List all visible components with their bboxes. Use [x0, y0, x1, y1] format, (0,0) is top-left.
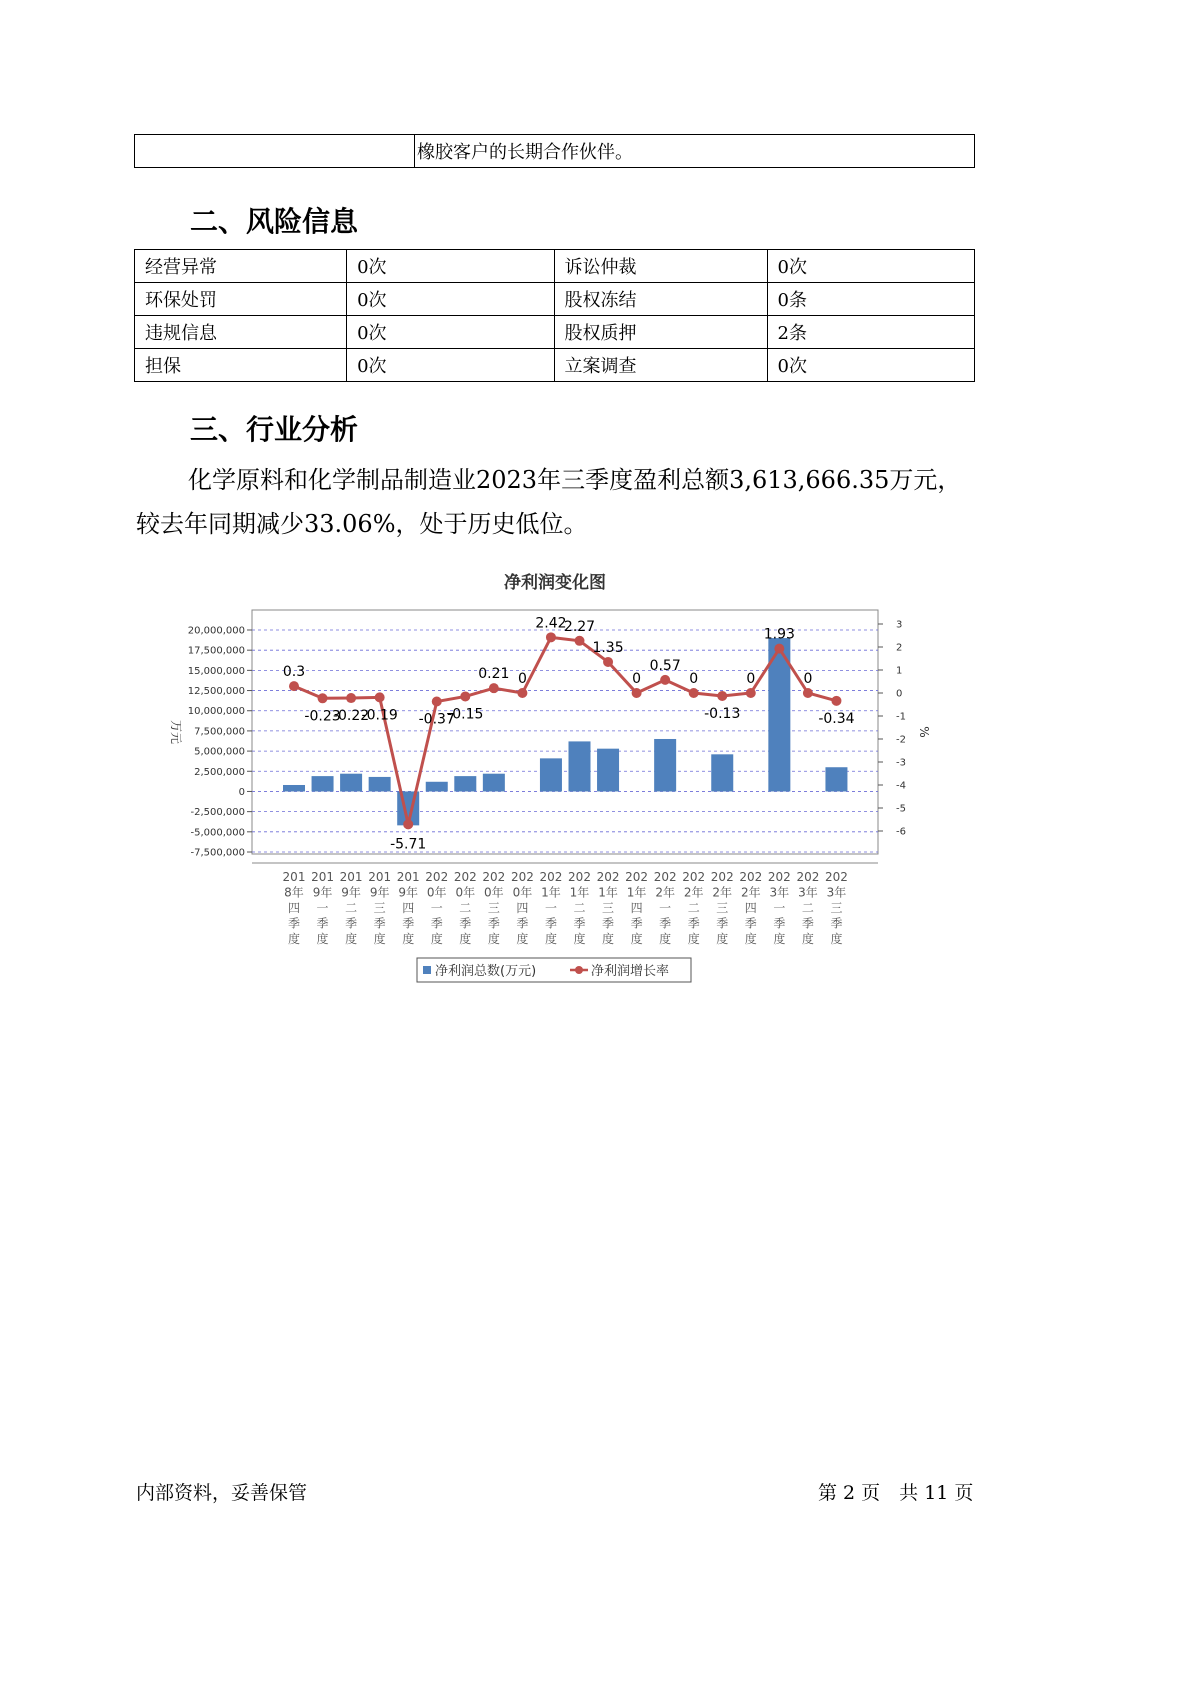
growth-data-label: 0	[746, 671, 756, 687]
bar	[454, 776, 476, 791]
risk-value-cell: 0次	[347, 283, 554, 316]
x-tick-label: 2年	[683, 885, 704, 900]
growth-point	[517, 688, 527, 698]
bar	[711, 754, 733, 791]
growth-data-label: -0.15	[447, 706, 484, 723]
x-tick-label: 季	[459, 916, 472, 931]
x-tick-label: 度	[773, 932, 786, 946]
top-table-left-cell	[135, 135, 415, 168]
growth-point	[489, 683, 499, 693]
x-tick-label: 季	[687, 916, 700, 931]
growth-point	[546, 632, 556, 642]
growth-point	[460, 691, 470, 701]
legend-line-marker	[575, 966, 583, 974]
risk-value-cell: 0条	[767, 283, 974, 316]
legend-bar-swatch	[423, 966, 431, 974]
x-tick-label: 二	[801, 901, 814, 915]
x-tick-label: 2年	[712, 885, 733, 900]
x-tick-label: 1年	[626, 885, 647, 900]
x-tick-label: 202	[539, 870, 563, 884]
bar	[483, 774, 505, 792]
growth-point	[660, 675, 670, 685]
y2-tick-label: 2	[896, 642, 903, 654]
bar	[569, 741, 591, 791]
risk-label-cell: 股权冻结	[554, 283, 767, 316]
growth-data-label: -0.34	[818, 710, 855, 727]
risk-label-cell: 经营异常	[135, 250, 347, 283]
section3-title: 三、行业分析	[190, 413, 359, 446]
x-tick-label: 0年	[512, 885, 533, 900]
x-tick-label: 202	[510, 870, 534, 884]
growth-point	[375, 692, 385, 702]
growth-point	[289, 681, 299, 691]
x-tick-label: 度	[487, 932, 500, 946]
x-tick-label: 3年	[826, 885, 847, 900]
x-tick-label: 三	[373, 901, 386, 915]
bar	[540, 758, 562, 791]
x-tick-label: 季	[716, 916, 729, 931]
y2-tick-label: -6	[896, 826, 906, 838]
x-tick-label: 3年	[769, 885, 790, 900]
y-axis-label: 万元	[169, 719, 183, 745]
x-tick-label: 9年	[341, 885, 361, 900]
growth-point	[403, 819, 413, 829]
x-tick-label: 季	[573, 916, 586, 931]
x-tick-label: 202	[453, 870, 477, 884]
bar	[825, 767, 847, 791]
growth-data-label: -5.71	[390, 836, 427, 853]
bar	[340, 774, 362, 792]
x-tick-label: 一	[316, 901, 329, 915]
growth-data-label: 1.35	[592, 639, 624, 656]
x-tick-label: 3年	[798, 885, 818, 900]
x-tick-label: 201	[311, 870, 335, 884]
growth-data-label: -0.19	[361, 707, 398, 724]
growth-data-label: 0.57	[649, 657, 681, 674]
x-tick-label: 三	[487, 901, 500, 915]
risk-value-cell: 0次	[767, 349, 974, 382]
growth-point	[689, 688, 699, 698]
x-tick-label: 季	[830, 916, 843, 931]
top-table-right-cell: 橡胶客户的长期合作伙伴。	[415, 135, 975, 168]
growth-data-label: -0.37	[418, 711, 455, 728]
risk-value-cell: 0次	[347, 349, 554, 382]
x-tick-label: 季	[630, 916, 643, 931]
x-tick-label: 度	[345, 932, 358, 946]
x-tick-label: 度	[459, 932, 472, 946]
x-tick-label: 0年	[426, 885, 447, 900]
y-tick-label: 15,000,000	[187, 665, 245, 677]
x-tick-label: 季	[345, 916, 358, 931]
x-tick-label: 三	[716, 901, 729, 915]
x-tick-label: 202	[710, 870, 734, 884]
x-tick-label: 季	[373, 916, 386, 931]
x-tick-label: 季	[602, 916, 615, 931]
x-tick-label: 一	[659, 901, 672, 915]
x-tick-label: 四	[744, 901, 757, 915]
risk-value-cell: 2条	[767, 316, 974, 349]
x-tick-label: 季	[487, 916, 500, 931]
analysis-paragraph	[136, 458, 996, 546]
x-tick-label: 201	[368, 870, 392, 884]
y-tick-label: 2,500,000	[194, 766, 245, 778]
y-tick-label: -5,000,000	[190, 827, 245, 839]
x-tick-label: 度	[316, 932, 329, 946]
growth-point	[774, 644, 784, 654]
y-tick-label: 7,500,000	[194, 726, 245, 738]
y2-tick-label: 3	[896, 619, 903, 631]
growth-point	[831, 696, 841, 706]
x-tick-label: 201	[339, 870, 363, 884]
x-tick-label: 度	[373, 932, 386, 946]
bar	[597, 749, 619, 792]
risk-label-cell: 股权质押	[554, 316, 767, 349]
top-table	[134, 134, 975, 168]
x-tick-label: 度	[830, 932, 843, 946]
x-tick-label: 202	[682, 870, 706, 884]
growth-point	[603, 657, 613, 667]
x-tick-label: 度	[801, 932, 814, 946]
x-tick-label: 度	[402, 932, 415, 946]
y2-tick-label: -3	[896, 757, 906, 769]
x-tick-label: 度	[630, 932, 643, 946]
x-tick-label: 度	[544, 932, 557, 946]
growth-point	[432, 697, 442, 707]
risk-label-cell: 立案调查	[554, 349, 767, 382]
growth-point	[318, 693, 328, 703]
x-tick-label: 度	[287, 932, 301, 946]
growth-point	[575, 636, 585, 646]
bar	[283, 785, 305, 791]
x-tick-label: 0年	[484, 885, 504, 900]
x-tick-label: 度	[687, 932, 700, 946]
x-tick-label: 度	[744, 932, 757, 946]
growth-data-label: 0	[632, 671, 642, 687]
x-tick-label: 度	[573, 932, 586, 946]
risk-label-cell: 诉讼仲裁	[554, 250, 767, 283]
x-tick-label: 二	[345, 901, 358, 915]
x-tick-label: 9年	[312, 885, 333, 900]
x-tick-label: 四	[402, 901, 415, 915]
risk-label-cell: 违规信息	[135, 316, 347, 349]
growth-point	[746, 688, 756, 698]
risk-row	[135, 250, 975, 283]
growth-data-label: 0	[689, 671, 699, 687]
footer-left: 内部资料，妥善保管	[136, 1482, 308, 1504]
x-tick-label: 四	[287, 901, 301, 915]
y2-tick-label: 0	[896, 688, 903, 700]
x-tick-label: 三	[602, 901, 615, 915]
growth-data-label: 2.42	[535, 615, 567, 632]
x-tick-label: 201	[396, 870, 420, 884]
x-tick-label: 季	[402, 916, 415, 931]
growth-data-label: 0.3	[282, 664, 306, 681]
y-tick-label: -7,500,000	[190, 847, 245, 859]
growth-point	[346, 693, 356, 703]
risk-label-cell: 担保	[135, 349, 347, 382]
y-tick-label: 12,500,000	[187, 686, 245, 698]
x-tick-label: 度	[516, 932, 529, 946]
x-tick-label: 202	[482, 870, 506, 884]
x-tick-label: 1年	[569, 885, 590, 900]
growth-point	[803, 688, 813, 698]
x-tick-label: 202	[568, 870, 591, 884]
net-profit-chart	[0, 560, 1191, 990]
x-tick-label: 度	[602, 932, 615, 946]
bar	[312, 776, 334, 791]
bar	[654, 739, 676, 791]
x-tick-label: 二	[687, 901, 700, 915]
risk-row	[135, 349, 975, 382]
y-tick-label: 5,000,000	[194, 746, 245, 758]
growth-data-label: 2.27	[563, 618, 596, 635]
x-tick-label: 202	[824, 870, 848, 884]
x-tick-label: 201	[282, 870, 306, 884]
x-tick-label: 季	[516, 916, 529, 931]
chart-title: 净利润变化图	[504, 573, 606, 593]
x-tick-label: 季	[544, 916, 557, 931]
x-tick-label: 季	[430, 916, 443, 931]
x-tick-label: 四	[516, 901, 529, 915]
x-tick-label: 一	[430, 901, 443, 915]
footer-right: 第 2 页 共 11 页	[818, 1482, 974, 1504]
y2-tick-label: -1	[896, 711, 906, 723]
growth-data-label: 0.21	[478, 666, 510, 683]
paragraph-line-1: 化学原料和化学制品制造业2023年三季度盈利总额3,613,666.35万元，	[188, 466, 962, 494]
x-tick-label: 1年	[598, 885, 618, 900]
x-tick-label: 度	[659, 932, 672, 946]
y-tick-label: 10,000,000	[187, 706, 245, 718]
risk-table	[134, 249, 975, 382]
risk-value-cell: 0次	[347, 250, 554, 283]
legend-line-label: 净利润增长率	[591, 964, 670, 979]
growth-data-label: 0	[517, 671, 527, 687]
growth-data-label: -0.13	[704, 705, 741, 722]
x-tick-label: 度	[430, 932, 443, 946]
y2-tick-label: -4	[896, 780, 906, 792]
x-tick-label: 三	[830, 901, 843, 915]
x-tick-label: 2年	[655, 885, 675, 900]
x-tick-label: 一	[773, 901, 786, 915]
section2-title: 二、风险信息	[190, 205, 359, 238]
risk-row	[135, 316, 975, 349]
x-tick-label: 季	[773, 916, 786, 931]
paragraph-line-2: 较去年同期减少33.06%，处于历史低位。	[136, 510, 588, 538]
x-tick-label: 202	[653, 870, 677, 884]
x-tick-label: 202	[767, 870, 791, 884]
x-tick-label: 1年	[541, 885, 561, 900]
bar	[369, 777, 391, 792]
growth-data-label: 1.93	[763, 626, 795, 643]
growth-data-label: -0.23	[304, 708, 341, 725]
y-tick-label: 0	[238, 786, 245, 798]
y2-tick-label: -5	[896, 803, 906, 815]
growth-point	[632, 688, 642, 698]
risk-row	[135, 283, 975, 316]
y2-axis-label: %	[917, 726, 931, 738]
x-tick-label: 度	[716, 932, 729, 946]
x-tick-label: 2年	[740, 885, 761, 900]
y2-tick-label: -2	[896, 734, 906, 746]
x-tick-label: 季	[287, 916, 301, 931]
x-tick-label: 202	[796, 870, 820, 884]
y-tick-label: 20,000,000	[187, 625, 245, 637]
risk-label-cell: 环保处罚	[135, 283, 347, 316]
x-tick-label: 二	[573, 901, 586, 915]
legend-bar-label: 净利润总数(万元)	[435, 964, 537, 979]
y-tick-label: 17,500,000	[187, 645, 245, 657]
x-tick-label: 季	[659, 916, 672, 931]
x-tick-label: 202	[596, 870, 620, 884]
x-tick-label: 0年	[455, 885, 476, 900]
growth-data-label: 0	[803, 671, 813, 687]
x-tick-label: 季	[801, 916, 814, 931]
x-tick-label: 8年	[284, 885, 304, 900]
x-tick-label: 9年	[398, 885, 419, 900]
risk-value-cell: 0次	[347, 316, 554, 349]
y2-tick-label: 1	[896, 665, 903, 677]
x-tick-label: 二	[459, 901, 472, 915]
x-tick-label: 202	[625, 870, 649, 884]
y-tick-label: -2,500,000	[190, 807, 245, 819]
x-tick-label: 202	[425, 870, 449, 884]
x-tick-label: 季	[316, 916, 329, 931]
x-tick-label: 一	[544, 901, 557, 915]
bar	[426, 782, 448, 792]
x-tick-label: 9年	[369, 885, 390, 900]
growth-point	[717, 691, 727, 701]
x-tick-label: 202	[739, 870, 763, 884]
x-tick-label: 季	[744, 916, 757, 931]
risk-value-cell: 0次	[767, 250, 974, 283]
x-tick-label: 四	[630, 901, 643, 915]
growth-data-label: -0.22	[332, 708, 370, 725]
